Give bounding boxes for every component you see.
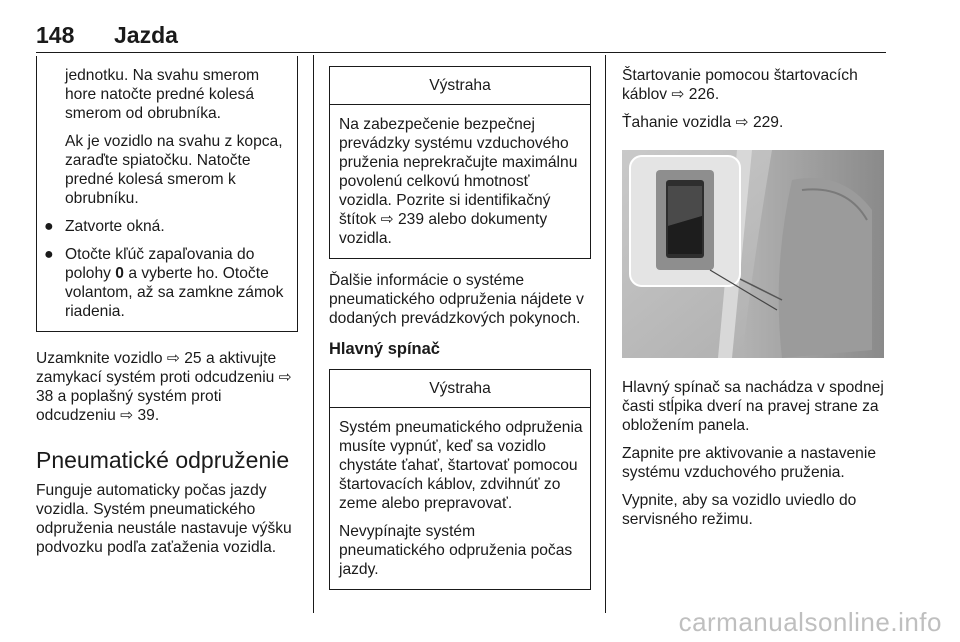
description-paragraph: Zapnite pre aktivovanie a nastavenie systému vzduchového pruženia. bbox=[622, 445, 876, 481]
reference-paragraph: Štartovanie pomocou štartovacích káblov ⇨ 226. bbox=[622, 67, 858, 103]
bullet-icon: ● bbox=[44, 246, 54, 263]
main-switch-photo bbox=[622, 150, 884, 358]
intro-paragraph: Funguje automaticky počas jazdy vozidla. Systém pneumatického odpruženia neustále nastavuje výšku podvozku podľa zaťaženia vozidla. bbox=[36, 482, 292, 556]
bullet-icon: ● bbox=[44, 218, 54, 235]
column-divider-right bbox=[605, 55, 606, 613]
subheading: Hlavný spínač bbox=[329, 340, 440, 358]
list-item bbox=[44, 217, 289, 236]
list-item-text: a vyberte ho. Otočte volantom, až sa zamkne zámok riadenia. bbox=[65, 265, 284, 320]
description-paragraph: Vypnite, aby sa vozidlo uviedlo do servisného režimu. bbox=[622, 492, 857, 528]
warning-box bbox=[329, 66, 591, 259]
list-item bbox=[44, 245, 289, 321]
box-paragraph: jednotku. Na svahu smerom hore natočte predné kolesá smerom od obrubníka. bbox=[65, 67, 260, 122]
reference-paragraph: Ťahanie vozidla ⇨ 229. bbox=[622, 114, 784, 131]
warning-text: Nevypínajte systém pneumatického odpruženia počas jazdy. bbox=[339, 523, 573, 578]
column-divider-left bbox=[313, 55, 314, 613]
warning-body bbox=[330, 105, 590, 258]
continued-instruction-box bbox=[36, 56, 298, 332]
list-item-text: Otočte kľúč zapaľovania do polohy bbox=[65, 246, 255, 282]
warning-text: Systém pneumatického odpruženia musíte vypnúť, keď sa vozidlo chystáte ťahať, štartovať pomocou štartovacích káblov, zdvihnúť zo zeme alebo prepravovať. bbox=[339, 419, 583, 512]
page-header bbox=[36, 22, 886, 53]
column-left bbox=[36, 66, 298, 566]
key-position-zero: 0 bbox=[115, 265, 124, 282]
warning-box bbox=[329, 369, 591, 590]
chapter-heading: Pneumatické odpruženie bbox=[36, 447, 290, 473]
warning-body bbox=[330, 408, 590, 589]
warning-title: Výstraha bbox=[330, 67, 590, 105]
box-paragraph: Ak je vozidlo na svahu z kopca, zaraďte spiatočku. Natočte predné kolesá smerom k obrubníku. bbox=[65, 133, 283, 207]
column-right bbox=[622, 66, 886, 538]
list-item-text: Zatvorte okná. bbox=[65, 218, 165, 235]
warning-title: Výstraha bbox=[330, 370, 590, 408]
section-title: Jazda bbox=[114, 22, 178, 48]
description-paragraph: Hlavný spínač sa nachádza v spodnej časti stĺpika dverí na pravej strane za obložením panela. bbox=[622, 379, 884, 434]
warning-text: Na zabezpečenie bezpečnej prevádzky systému vzduchového pruženia neprekračujte maximálnu povolenú celkovú hmotnosť vozidla. Pozrite si identifikačný štítok ⇨ 239 alebo dokumenty vozidla. bbox=[339, 116, 578, 247]
site-watermark: carmanualsonline.info bbox=[678, 607, 942, 637]
info-paragraph: Ďalšie informácie o systéme pneumatického odpruženia nájdete v dodaných prevádzkových pokynoch. bbox=[329, 272, 584, 327]
column-middle bbox=[329, 66, 591, 590]
lock-paragraph: Uzamknite vozidlo ⇨ 25 a aktivujte zamykací systém proti odcudzeniu ⇨ 38 a poplašný systém proti odcudzeniu ⇨ 39. bbox=[36, 350, 292, 424]
page-number: 148 bbox=[36, 22, 75, 48]
